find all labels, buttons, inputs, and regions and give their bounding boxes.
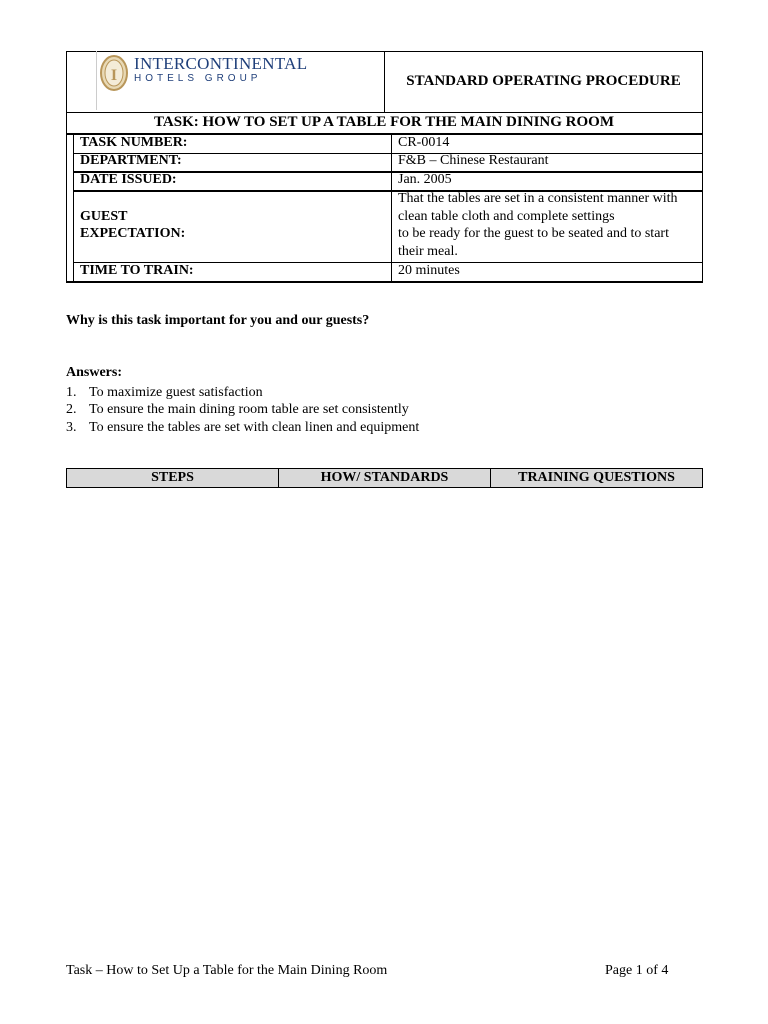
department-value: F&B – Chinese Restaurant bbox=[398, 153, 549, 168]
time-to-train-value: 20 minutes bbox=[398, 263, 460, 278]
info-table-left-border bbox=[73, 134, 74, 282]
date-issued-value: Jan. 2005 bbox=[398, 172, 452, 187]
time-to-train-label: TIME TO TRAIN: bbox=[80, 263, 194, 278]
svg-text:I: I bbox=[110, 67, 118, 84]
guest-expectation-value: to be ready for the guest to be seated and to start bbox=[398, 226, 669, 241]
how-standards-column-header: HOW/ STANDARDS bbox=[320, 470, 449, 485]
answer-number: 2. bbox=[66, 402, 77, 417]
task-number-label: TASK NUMBER: bbox=[80, 135, 188, 150]
guest-expectation-value: clean table cloth and complete settings bbox=[398, 209, 615, 224]
page-number: Page 1 of 4 bbox=[605, 963, 669, 978]
logo-wordmark: INTERCONTINENTAL bbox=[134, 54, 308, 73]
importance-question: Why is this task important for you and our guests? bbox=[66, 313, 370, 328]
rule bbox=[66, 281, 703, 283]
info-table-divider bbox=[391, 134, 392, 282]
task-title: TASK: HOW TO SET UP A TABLE FOR THE MAIN DINING ROOM bbox=[154, 114, 614, 130]
steps-column-header: STEPS bbox=[151, 470, 194, 485]
answer-number: 3. bbox=[66, 420, 77, 435]
guest-expectation-value: their meal. bbox=[398, 244, 458, 259]
guest-expectation-value: That the tables are set in a consistent manner with bbox=[398, 191, 678, 206]
guest-expectation-label: EXPECTATION: bbox=[80, 226, 186, 241]
logo-subtext: HOTELS GROUP bbox=[134, 73, 262, 84]
answer-number: 1. bbox=[66, 385, 77, 400]
guest-expectation-label: GUEST bbox=[80, 209, 128, 224]
answer-item: To ensure the tables are set with clean linen and equipment bbox=[89, 420, 420, 435]
training-questions-column-header: TRAINING QUESTIONS bbox=[518, 470, 675, 485]
logo-divider bbox=[96, 51, 97, 110]
intercontinental-logo-icon bbox=[99, 54, 129, 92]
steps-table-header bbox=[66, 468, 703, 488]
logo-cell bbox=[66, 51, 384, 112]
task-number-value: CR-0014 bbox=[398, 135, 450, 150]
sop-title: STANDARD OPERATING PROCEDURE bbox=[406, 73, 681, 89]
footer-task-title: Task – How to Set Up a Table for the Main Dining Room bbox=[66, 963, 388, 978]
date-issued-label: DATE ISSUED: bbox=[80, 172, 177, 187]
answer-item: To maximize guest satisfaction bbox=[89, 385, 263, 400]
answer-item: To ensure the main dining room table are set consistently bbox=[89, 402, 409, 417]
department-label: DEPARTMENT: bbox=[80, 153, 182, 168]
answers-label: Answers: bbox=[66, 365, 122, 380]
